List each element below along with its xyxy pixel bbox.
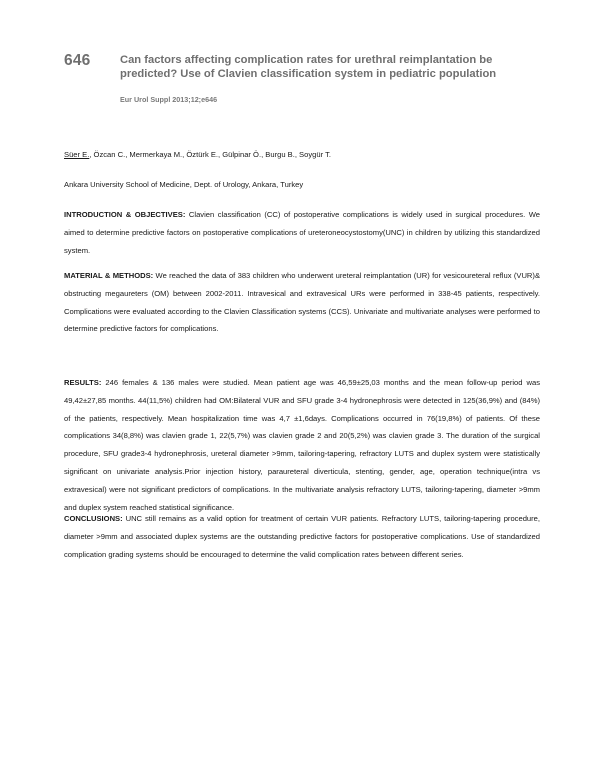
introduction-section [64, 206, 540, 259]
first-author: Süer E. [64, 150, 90, 159]
conclusions-text: UNC still remains as a valid option for treatment of certain VUR patients. Refractory LUTS, tailoring-tapering procedure, diameter >9mm and associated duplex systems are the outstanding predictive factors for postoperative complications. Use of standardized complication grading systems should be encouraged to determine the valid complication rates between different series. [64, 514, 540, 559]
conclusions-heading: CONCLUSIONS: [64, 514, 123, 523]
conclusions-section [64, 510, 540, 563]
author-list [64, 150, 331, 159]
results-text: 246 females & 136 males were studied. Mean patient age was 46,59±25,03 months and the mean follow-up period was 49,42±27,85 months. 44(11,5%) children had OM:Bilateral VUR and SFU grade 3-4 hydronephrosis were detected in 125(36,9%) and (84%) of the patients, respectively. Mean hospitalization time was 4,7 ±1,6days. Complications occurred in 76(19,8%) of patients. Of these complications 34(8,8%) was clavien grade 1, 22(5,7%) was clavien grade 2 and 20(5,2%) was clavien grade 3. The duration of the surgical procedure, SFU grade3-4 hydronephrosis, ureteral diameter >9mm, tailoring-tapering, refractory LUTS and duplex system were statistically significant on univariate analysis.Prior injection history, paraureteral diverticula, stenting, gender, age, operation technique(intra vs extravesical) were not significant predictors of complications. In the multivariate analysis refractory LUTS, tailoring-tapering, diameter >9mm and duplex system reached statistical significance. [64, 378, 540, 512]
results-heading: RESULTS: [64, 378, 102, 387]
methods-text: We reached the data of 383 children who underwent ureteral reimplantation (UR) for vesicoureteral reflux (VUR)& obstructing megaureters (OM) between 2002-2011. Intravesical and extravesical URs were performed in 338-45 patients, respectively. Complications were evaluated according to the Clavien Classification systems (CCS). Univariate and multivariate analyses were performed to determine predictive factors for complications. [64, 271, 541, 334]
introduction-heading: INTRODUCTION & OBJECTIVES: [64, 210, 186, 219]
abstract-number: 646 [64, 52, 91, 69]
citation: Eur Urol Suppl 2013;12;e646 [120, 95, 218, 104]
methods-heading: MATERIAL & METHODS: [64, 271, 154, 280]
introduction-text: Clavien classification (CC) of postoperative complications is widely used in surgical procedures. We aimed to determine predictive factors on postoperative complications of ureteroneocystostomy(UNC) in children by utilizing this standardized system. [64, 210, 540, 255]
affiliation: Ankara University School of Medicine, Dept. of Urology, Ankara, Turkey [64, 180, 304, 189]
co-authors: , Özcan C., Mermerkaya M., Öztürk E., Gülpinar Ö., Burgu B., Soygür T. [89, 150, 331, 159]
methods-section [64, 267, 540, 338]
abstract-title: Can factors affecting complication rates for urethral reimplantation be predicted? Use of Clavien classification system in pediatric population [120, 54, 497, 80]
results-section [64, 374, 540, 516]
